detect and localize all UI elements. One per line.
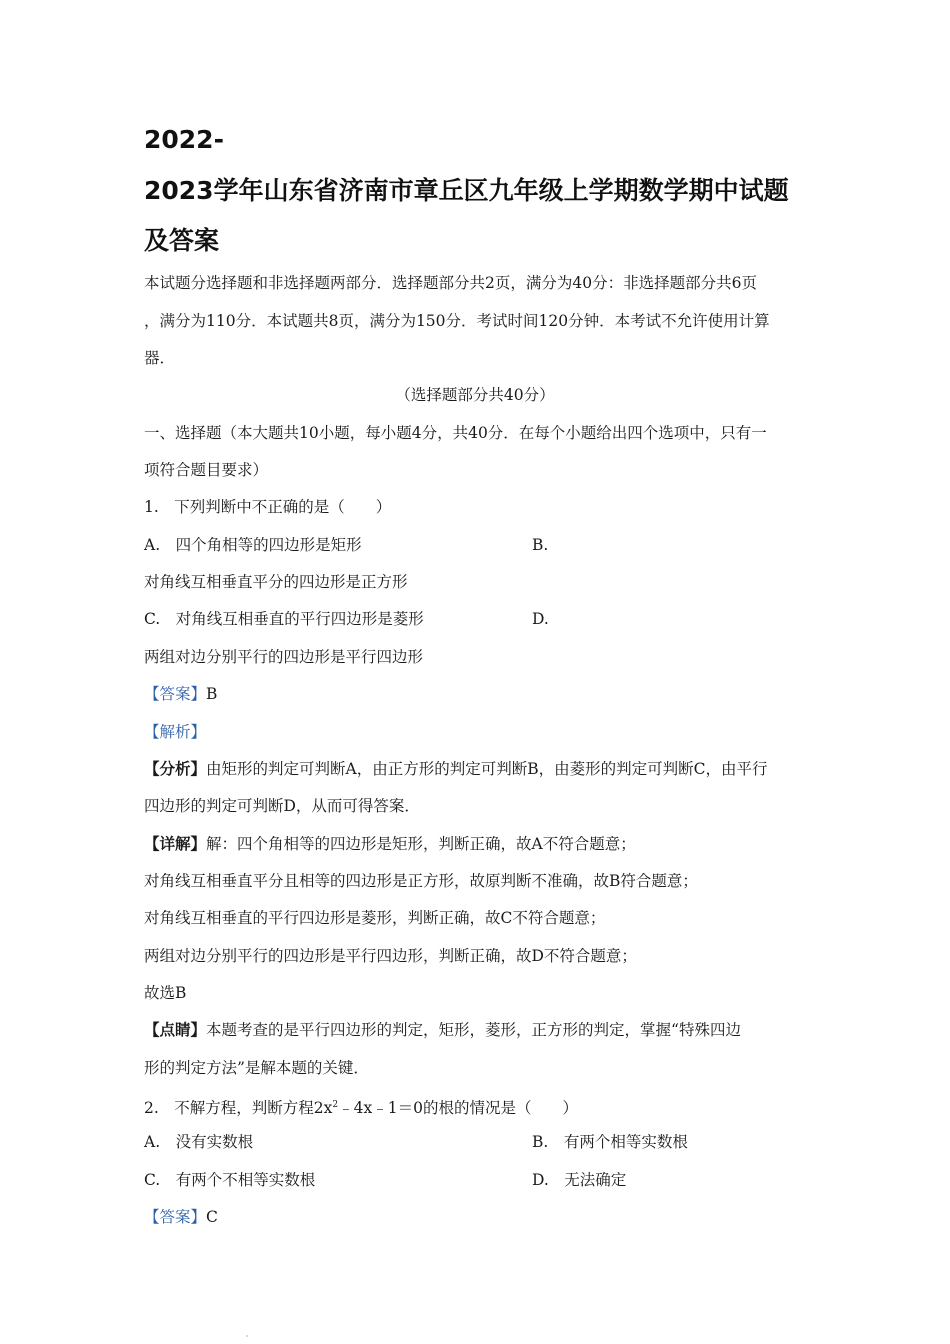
xiangjie-tag: 【详解】 <box>144 834 207 853</box>
intro-line-1: 本试题分选择题和非选择题两部分．选择题部分共2页，满分为40分：非选择题部分共6页 <box>144 274 757 292</box>
q1-option-b-text: 对角线互相垂直平分的四边形是正方形 <box>144 573 408 591</box>
q1-option-d-label: D. <box>532 610 549 628</box>
title-line-1: 2022- <box>144 125 224 154</box>
section-heading-line-2: 项符合题目要求） <box>144 461 269 479</box>
q1-xiangjie-line-2: 对角线互相垂直平分且相等的四边形是正方形，故原判断不准确，故B符合题意； <box>144 872 698 890</box>
section-heading-line-1: 一、选择题（本大题共10小题，每小题4分，共40分．在每个小题给出四个选项中，只有一 <box>144 424 767 442</box>
title-line-3: 及答案 <box>144 226 220 255</box>
q1-dianjing-line-1 <box>144 1020 741 1040</box>
q1-dianjing-line-2: 形的判定方法”是解本题的关键． <box>144 1059 369 1077</box>
q2-option-a: A. 没有实数根 <box>144 1133 254 1151</box>
q1-option-a: A. 四个角相等的四边形是矩形 <box>144 536 362 554</box>
dianjing-text-1: 本题考查的是平行四边形的判定，矩形，菱形，正方形的判定，掌握“特殊四边 <box>206 1021 741 1039</box>
q1-option-d-text: 两组对边分别平行的四边形是平行四边形 <box>144 648 424 666</box>
q1-answer <box>144 684 217 704</box>
intro-line-3: 器． <box>144 349 176 367</box>
q1-analysis-heading <box>144 722 206 742</box>
q1-fenxi-line-2: 四边形的判定可判断D，从而可得答案． <box>144 797 420 815</box>
q1-xiangjie-line-1 <box>144 834 636 854</box>
q2-stem-superscript: 2 <box>332 1100 339 1110</box>
answer-value: C <box>206 1208 218 1226</box>
footer-dot <box>246 1335 248 1337</box>
q2-stem <box>144 1095 578 1118</box>
q2-stem-post: ﹣4x﹣1＝0的根的情况是（ ） <box>338 1099 578 1118</box>
analysis-tag: 【解析】 <box>144 723 207 741</box>
q1-fenxi-line-1 <box>144 759 767 779</box>
title-line-2: 2023学年山东省济南市章丘区九年级上学期数学期中试题 <box>144 176 789 205</box>
intro-line-2: ，满分为110分．本试题共8页，满分为150分．考试时间120分钟．本考试不允许使用计算 <box>144 312 770 330</box>
dianjing-tag: 【点睛】 <box>144 1020 207 1039</box>
fenxi-tag: 【分析】 <box>144 759 207 778</box>
q1-stem: 1. 下列判断中不正确的是（ ） <box>144 498 392 516</box>
q2-stem-pre: 2. 不解方程，判断方程2x <box>144 1099 333 1118</box>
q1-xiangjie-line-5: 故选B <box>144 984 187 1002</box>
fenxi-text-1: 由矩形的判定可判断A，由正方形的判定可判断B，由菱形的判定可判断C，由平行 <box>206 760 768 778</box>
q2-option-b: B. 有两个相等实数根 <box>532 1133 688 1151</box>
answer-tag: 【答案】 <box>144 1208 207 1226</box>
xiangjie-text-1: 解：四个角相等的四边形是矩形，判断正确，故A不符合题意； <box>206 835 636 853</box>
q1-option-c: C. 对角线互相垂直的平行四边形是菱形 <box>144 610 424 628</box>
q2-option-d: D. 无法确定 <box>532 1171 627 1189</box>
q1-xiangjie-line-3: 对角线互相垂直的平行四边形是菱形，判断正确，故C不符合题意； <box>144 909 606 927</box>
answer-value: B <box>206 685 218 703</box>
section-note: （选择题部分共40分） <box>395 386 555 404</box>
q2-option-c: C. 有两个不相等实数根 <box>144 1171 316 1189</box>
answer-tag: 【答案】 <box>144 685 207 703</box>
q2-answer <box>144 1207 218 1227</box>
q1-xiangjie-line-4: 两组对边分别平行的四边形是平行四边形，判断正确，故D不符合题意； <box>144 947 637 965</box>
q1-option-b-label: B. <box>532 536 549 554</box>
